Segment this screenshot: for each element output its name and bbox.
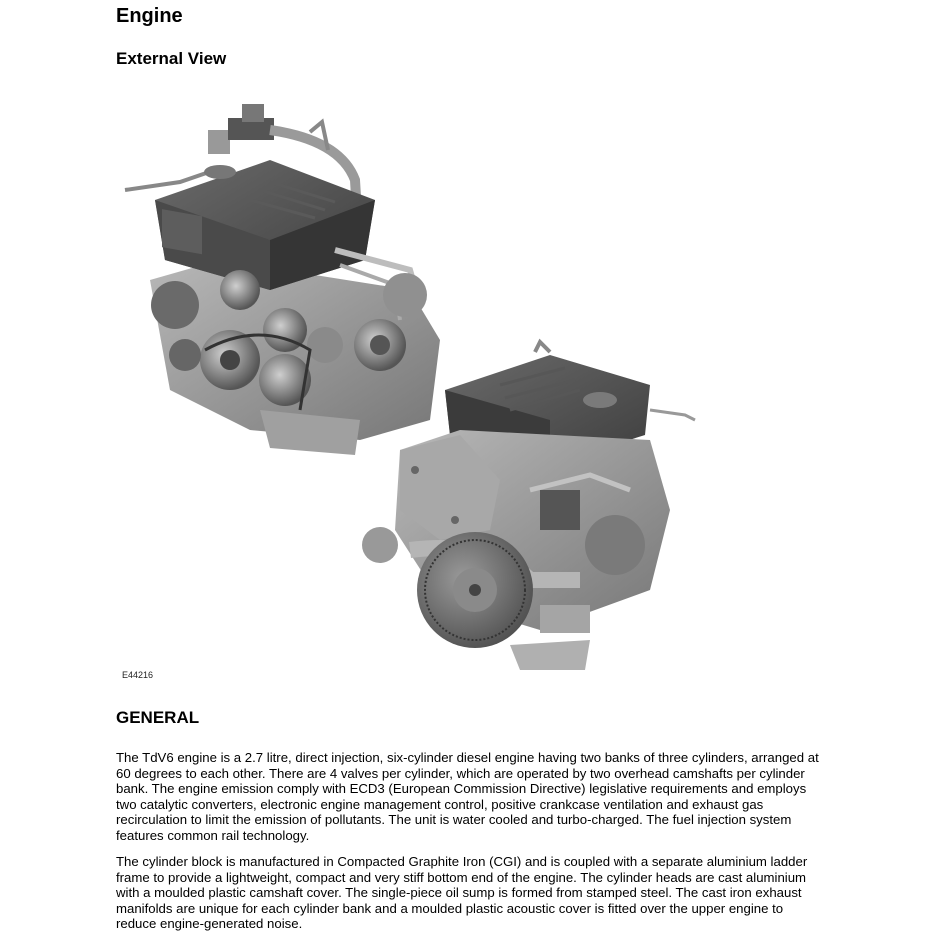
- engine-front-view: [125, 104, 440, 455]
- text-line: manifolds are unique for each cylinder bank and a moulded plastic acoustic cover is fitted over the upper engine to: [116, 900, 784, 916]
- text-line: bank. The engine emission comply with ECD3 (European Commission Directive) legislative requirements and employs: [116, 781, 807, 797]
- text-line: with a moulded plastic camshaft cover. The single-piece oil sump is formed from stamped steel. The cast iron exhaust: [116, 885, 802, 901]
- text-line: two catalytic converters, electronic engine management control, positive crankcase ventilation and exhaust gas: [116, 796, 764, 812]
- text-line: recirculation to limit the emission of pollutants. The unit is water cooled and turbo-charged. The fuel injection system: [116, 812, 792, 828]
- text-line: features common rail technology.: [116, 827, 310, 843]
- section-subtitle: External View: [116, 49, 227, 68]
- paragraph-engine-overview: [116, 750, 846, 844]
- text-line: 60 degrees to each other. There are 4 valves per cylinder, which are operated by two overhead camshafts per cylinder: [116, 765, 805, 781]
- page-title: Engine: [116, 5, 183, 27]
- engine-figure: [110, 90, 730, 690]
- paragraph-cylinder-block: [116, 854, 846, 932]
- engine-illustration: [110, 90, 730, 690]
- text-line: reduce engine-generated noise.: [116, 916, 303, 932]
- figure-id: E44216: [122, 670, 154, 680]
- section-heading-general: GENERAL: [116, 708, 200, 727]
- text-line: The TdV6 engine is a 2.7 litre, direct injection, six-cylinder diesel engine having two banks of three cylinders, arranged at: [116, 750, 819, 765]
- text-line: frame to provide a lightweight, compact and very stiff bottom end of the engine. The cylinder heads are cast aluminium: [116, 869, 807, 885]
- text-line: The cylinder block is manufactured in Compacted Graphite Iron (CGI) and is coupled with a separate aluminium ladder: [116, 854, 808, 869]
